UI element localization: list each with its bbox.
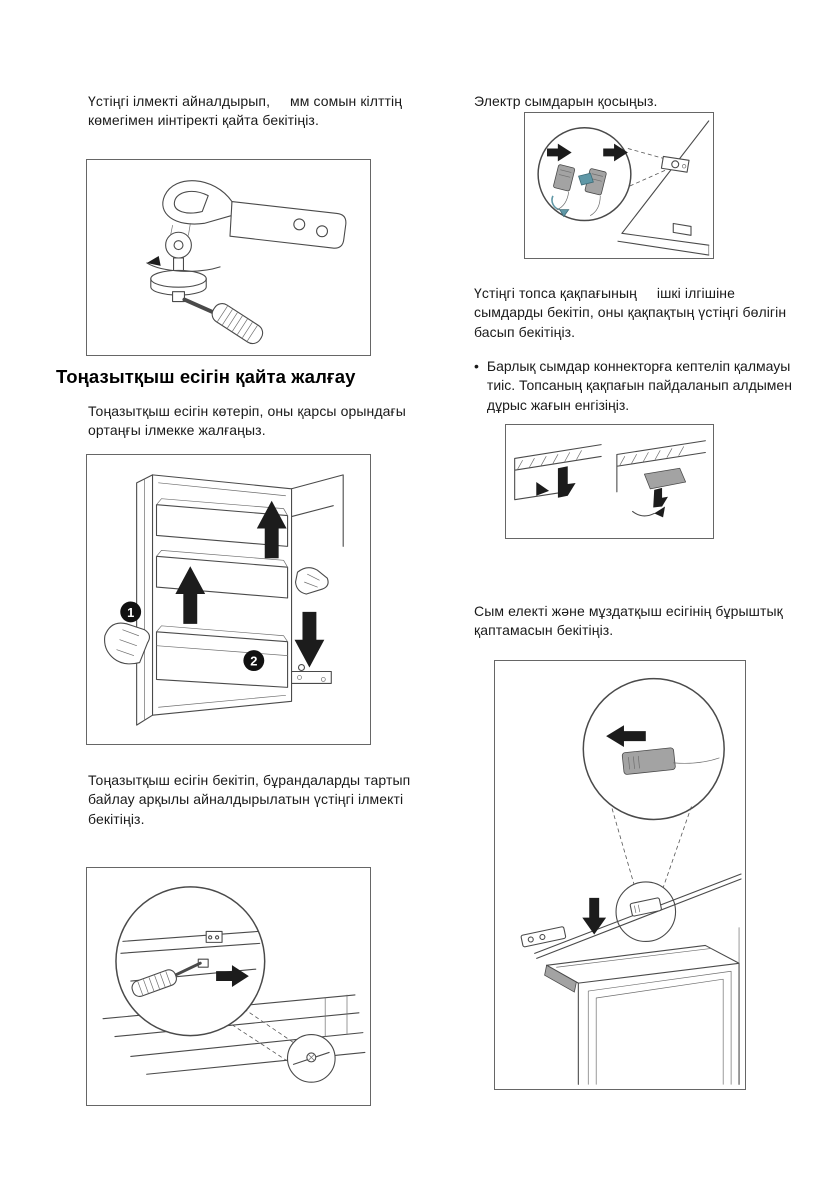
fridge-corner-lines (618, 121, 709, 255)
wire-connector-illustration (525, 113, 713, 258)
door-reattach-illustration (87, 455, 370, 744)
hand-right (296, 568, 329, 594)
para-top-hinge: Үстіңгі ілмекті айналдырып, мм сомын кілттің көмегімен иінтіректі қайта бекітіңіз. (88, 93, 407, 129)
cover-step-left (515, 445, 601, 500)
corner-cover-cap (545, 965, 577, 992)
curved-arrow-icon (633, 511, 655, 515)
magnifier-circle (583, 679, 724, 820)
zoom-leader-lines (232, 1009, 293, 1063)
para-connect-wires: Электр сымдарын қосыңыз. (474, 93, 658, 109)
figure-corner-cover (494, 660, 746, 1090)
freezer-door-top (547, 928, 739, 1085)
hinge-pin (174, 258, 184, 271)
hinge-cover-illustration (506, 425, 713, 538)
para-lift-door: Тоңазытқыш есігін көтеріп, оны қарсы орындағы ортаңғы ілмекке жалғаңыз. (88, 403, 410, 439)
para-hinge-cover: Үстіңгі топса қақпағының ішкі ілгішіне сымдарды бекітіп, оны қақпақтың үстіңгі бөлігін басып бекітіңіз. (474, 285, 791, 340)
cover-hook (558, 466, 576, 497)
door-bin (157, 632, 288, 688)
cabinet-corner (292, 475, 344, 546)
figure-door-bins (86, 454, 371, 745)
zoom-leader-lines (628, 149, 665, 186)
figure-hinge-cover-steps (505, 424, 714, 539)
plate-hole (294, 219, 305, 230)
down-arrow-icon (582, 898, 606, 935)
section-heading-reattach: Тоңазытқыш есігін қайта жалғау (56, 366, 356, 387)
hinge-cover-piece (644, 468, 685, 489)
cover-step-right (617, 441, 705, 518)
bullet-item-wires (474, 357, 796, 415)
figure-wire-connectors (524, 112, 714, 259)
wrench-grip (209, 300, 266, 347)
hinge-lever-loop (163, 181, 232, 224)
small-arrow-icon (536, 482, 549, 496)
bullet-text: Барлық сымдар коннекторға кептеліп қалмауы тиіс. Топсаның қақпағын пайдаланып алдымен дұрыс жағын енгізіңіз. (486, 358, 796, 413)
step-badge-2: 2 (250, 653, 258, 669)
down-arrow-icon (295, 612, 325, 668)
hinge-plate (230, 202, 346, 249)
cam-disc (151, 270, 206, 287)
magnifier-circle (116, 887, 265, 1036)
top-hinge-tighten-illustration (87, 868, 370, 1105)
corner-cover-illustration (495, 661, 745, 1089)
para-corner-cover: Сым електі және мұздатқыш есігінің бұрыштық қаптамасын бекітіңіз. (474, 603, 787, 639)
hinge-wrench-illustration (87, 160, 370, 355)
plate-hole (317, 226, 328, 237)
figure-top-wrench-zoom (86, 867, 371, 1106)
step-badge-1: 1 (127, 604, 135, 620)
cover-hook (653, 488, 668, 508)
figure-hinge-wrench (86, 159, 371, 356)
para-fix-door: Тоңазытқыш есігін бекітіп, бұрандаларды тартып байлау арқылы айналдырылатын үстіңгі ілмекті бекітіңіз. (88, 772, 415, 827)
bullet-marker: • (474, 358, 479, 374)
magnifier-circle (538, 128, 631, 221)
